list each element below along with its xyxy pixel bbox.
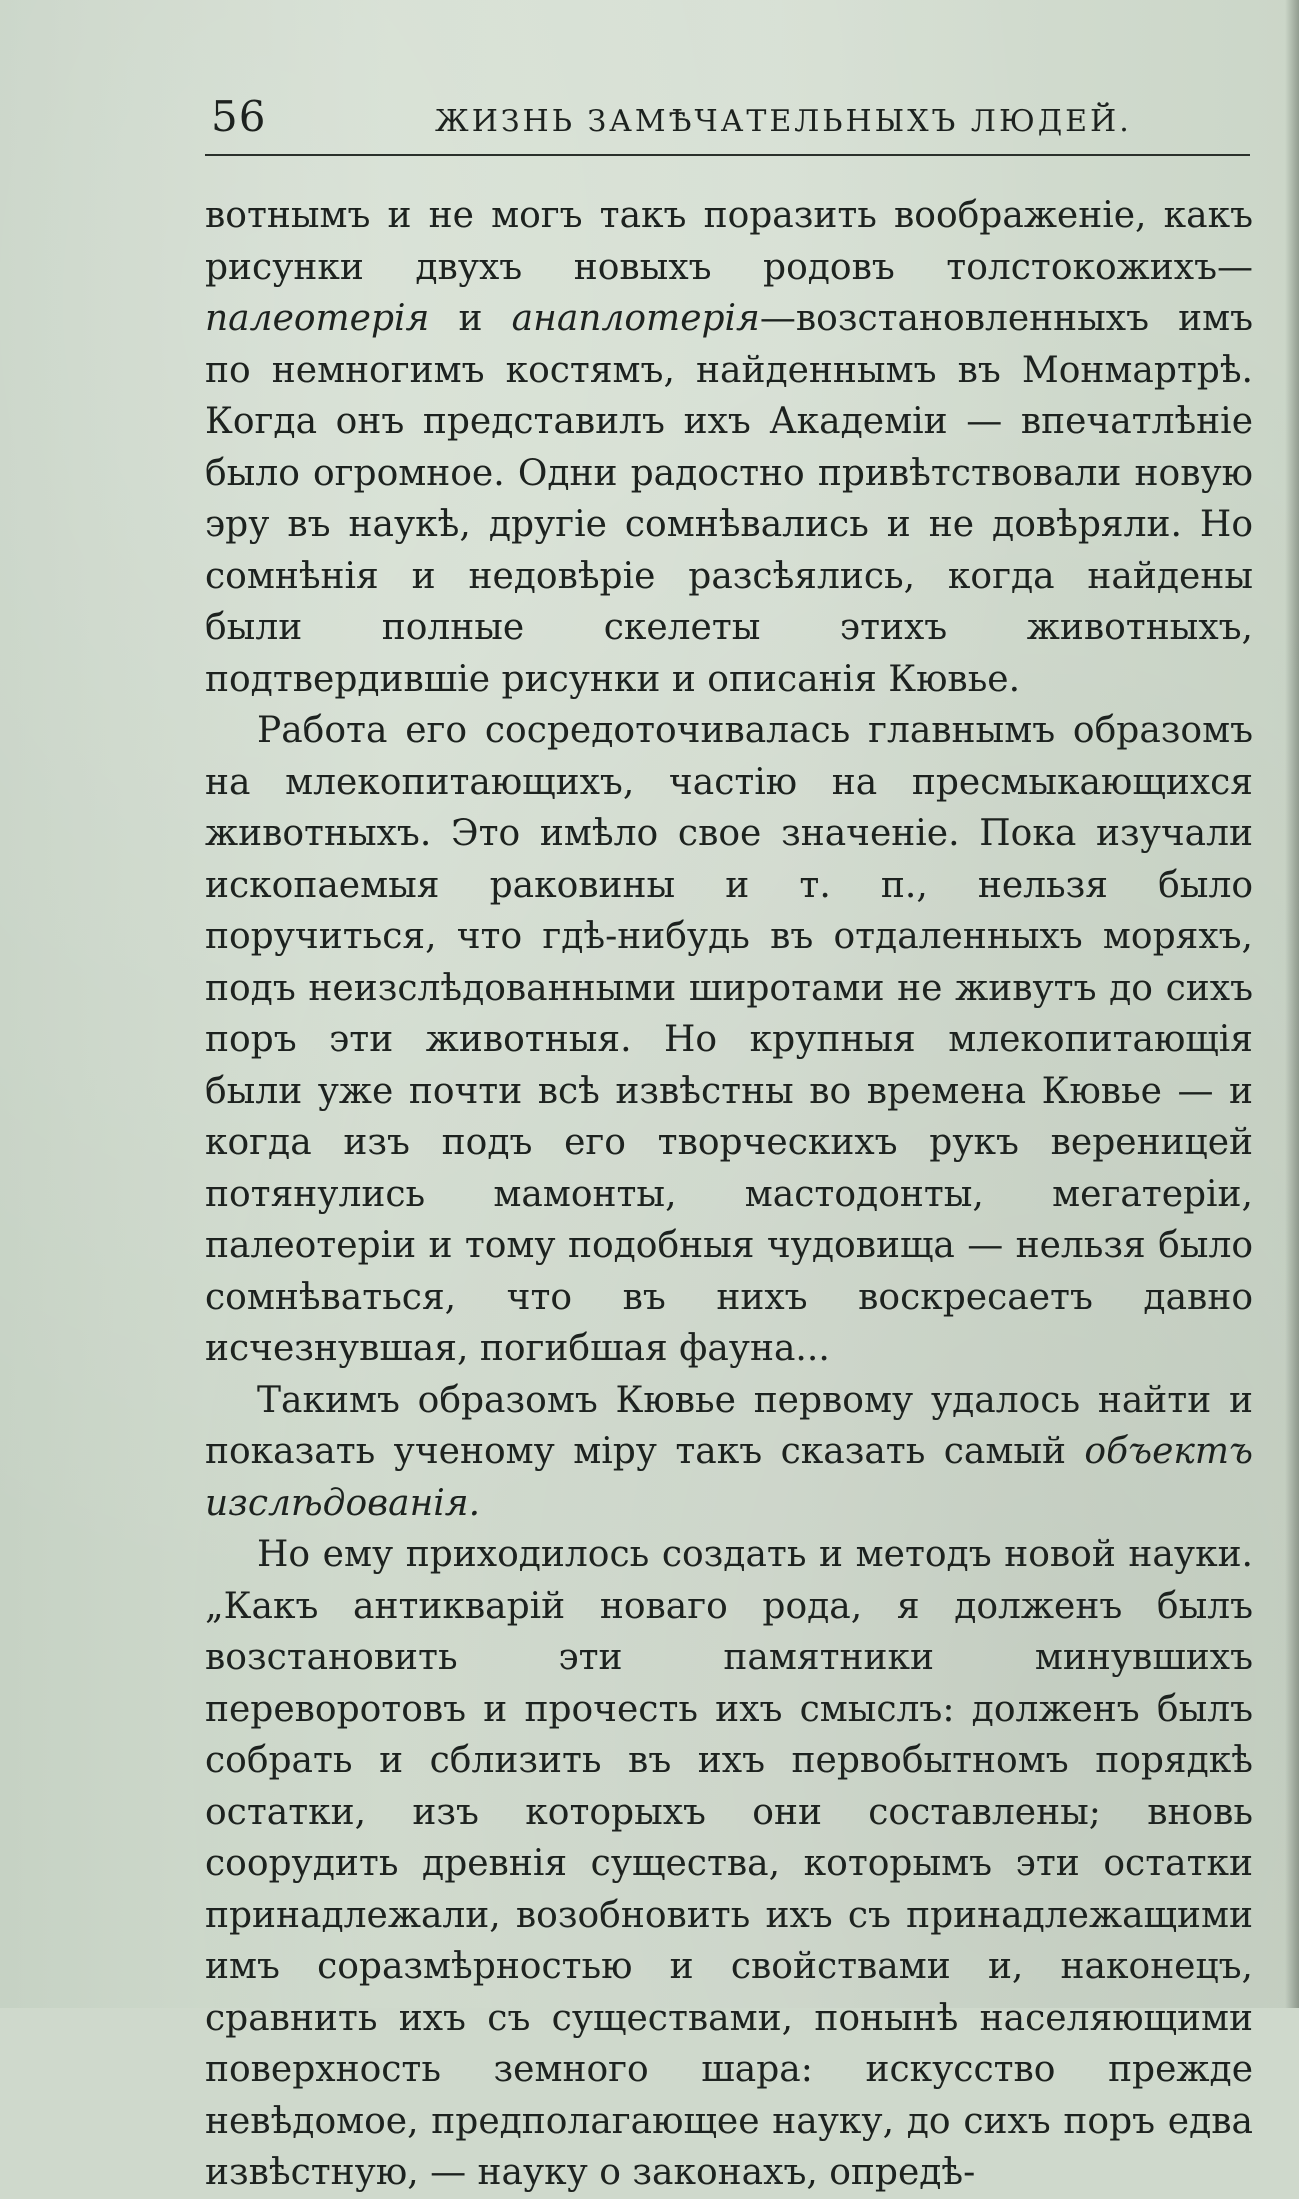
paragraph-3 [205,1375,1253,1530]
paragraph-4 [205,1529,1253,2199]
paragraph-4-segment: Но ему приходилось создать и методъ новой науки. „Какъ антикварій новаго рода, я долженъ былъ возстановить эти памятники минувшихъ переворотовъ и прочесть ихъ смыслъ: долженъ былъ собрать и сблизить въ ихъ первобытномъ порядкѣ остатки, изъ которыхъ они составлены; вновь соорудить древнія существа, которымъ эти остатки принадлежали, возобновить ихъ съ принадлежащими имъ соразмѣрностью и свойствами и, наконецъ, сравнить ихъ съ существами, понынѣ населяющими поверхность земного шара: искусство прежде невѣдомое, предполагающее науку, до сихъ поръ едва извѣстную, — науку о законахъ, опредѣ- [205,1534,1253,2193]
italic-term-anoplotherium: анаплотерія [511,298,760,339]
italic-term-object: объектъ изслѣдованія. [205,1431,1253,1524]
paragraph-1-segment: —возстановленныхъ имъ по немногимъ костямъ, найденнымъ въ Монмартрѣ. Когда онъ представилъ ихъ Академіи — впечатлѣніе было огромное. Одни радостно привѣтствовали новую эру въ наукѣ, другіе сомнѣвались и не довѣряли. Но сомнѣнія и недовѣріе разсѣялись, когда найдены были полные скелеты этихъ животныхъ, подтвердившіе рисунки и описанія Кювье. [205,298,1254,700]
body-text [205,190,1253,2199]
paragraph-1-segment: и [429,298,512,339]
italic-term-paleotherium: палеотерія [205,298,430,339]
paragraph-3-segment: Такимъ образомъ Кювье первому удалось найти и показать ученому міру такъ сказать самый [205,1379,1253,1472]
page-header [205,90,1250,150]
paragraph-1-segment: вотнымъ и не могъ такъ поразить воображеніе, какъ рисунки двухъ новыхъ родовъ толстокожихъ— [205,195,1253,288]
page-number: 56 [211,92,267,141]
header-rule [205,154,1250,156]
paragraph-2-segment: Работа его сосредоточивалась главнымъ образомъ на млекопитающихъ, частію на пресмыкающихся животныхъ. Это имѣло свое значеніе. Пока изучали ископаемыя раковины и т. п., нельзя было поручиться, что гдѣ-нибудь въ отдаленныхъ моряхъ, подъ неизслѣдованными широтами не живутъ до сихъ поръ эти животныя. Но крупныя млекопитающія были уже почти всѣ извѣстны во времена Кювье — и когда изъ подъ его творческихъ рукъ вереницей потянулись мамонты, мастодонты, мегатеріи, палеотеріи и тому подобныя чудовища — нельзя было сомнѣваться, что въ нихъ воскресаетъ давно исчезнувшая, погибшая фауна... [205,710,1253,1369]
paragraph-1 [205,190,1253,705]
paragraph-2 [205,705,1253,1375]
running-title: ЖИЗНЬ ЗАМѢЧАТЕЛЬНЫХЪ ЛЮДЕЙ. [435,104,1132,139]
page-edge-shadow [1285,0,1299,2008]
